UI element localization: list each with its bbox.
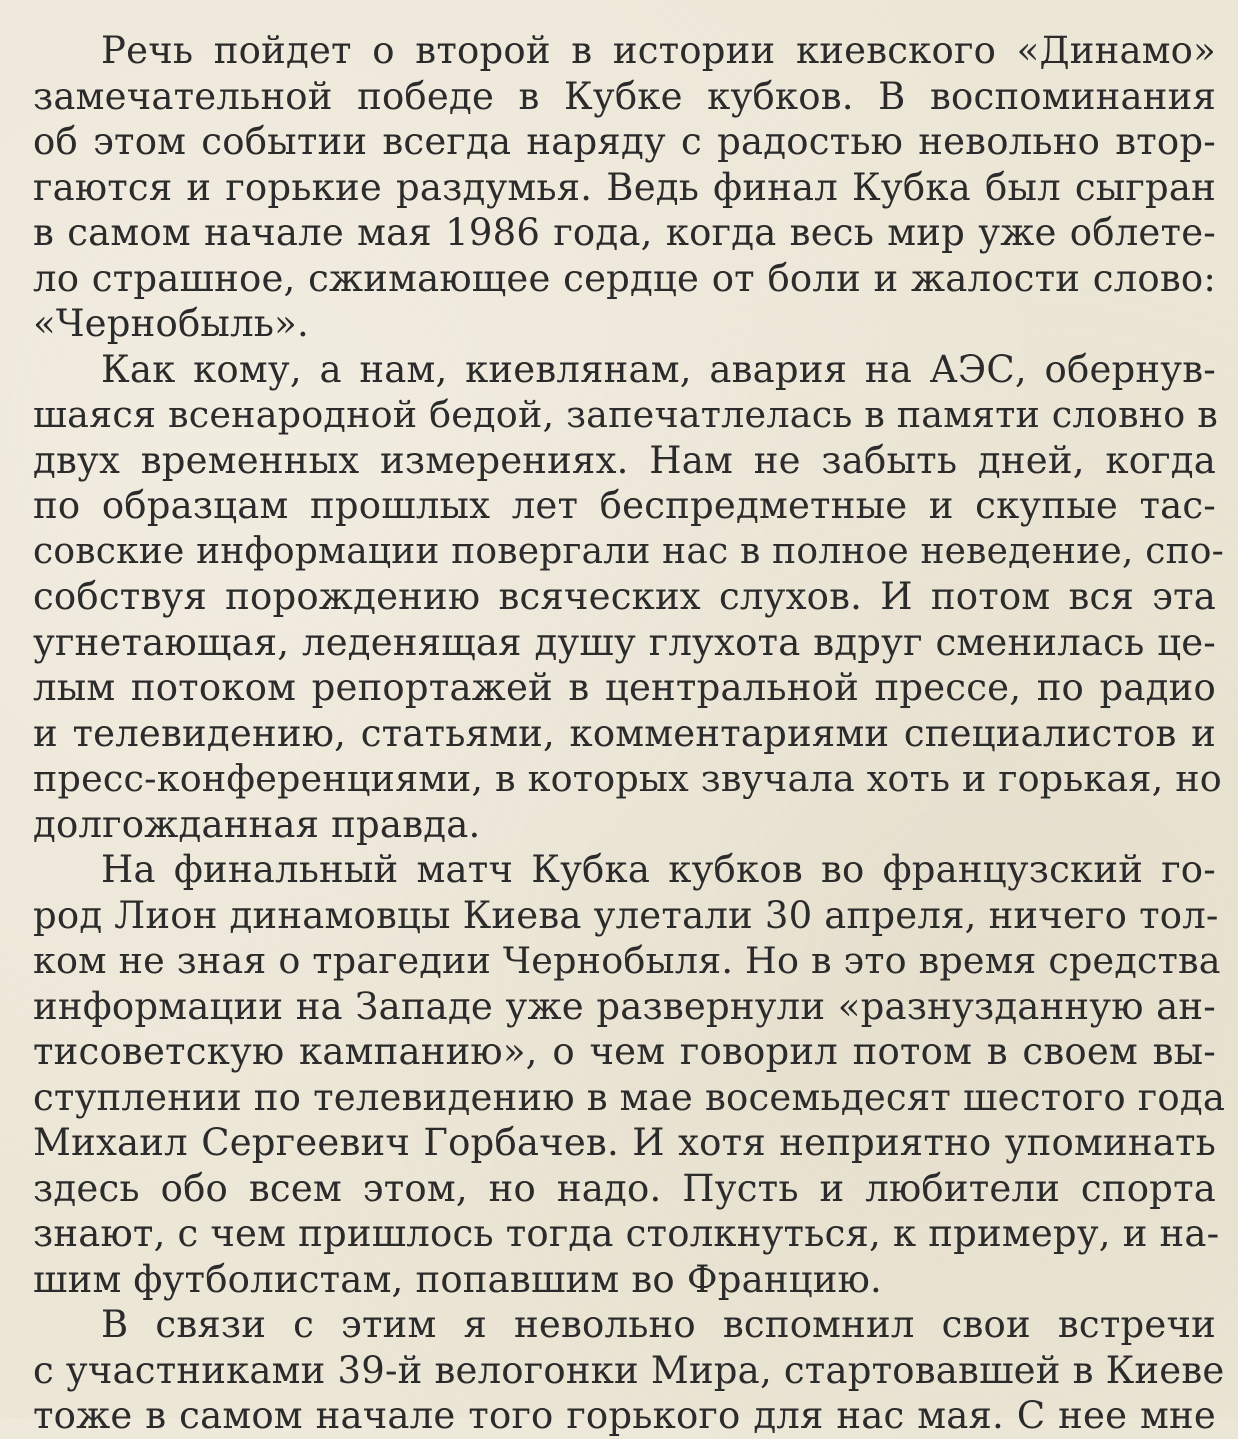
text-line: в самом начале мая 1986 года, когда весь мир уже облете- — [33, 211, 1216, 254]
text-line: совские информации повергали нас в полное неведение, спо- — [33, 530, 1224, 572]
text-line: тисоветскую кампанию», о чем говорил потом в своем вы- — [33, 1030, 1216, 1073]
text-line: «Чернобыль». — [33, 302, 309, 345]
text-line: тоже в самом начале того горького для нас мая. С нее мне — [33, 1394, 1216, 1437]
text-line: угнетающая, леденящая душу глухота вдруг сменилась це- — [33, 620, 1216, 664]
text-line: долгожданная правда. — [33, 802, 481, 846]
text-line: ступлении по телевидению в мае восемьдесят шестого года — [33, 1075, 1226, 1119]
text-line: по образцам прошлых лет беспредметные и скупые тас- — [33, 484, 1216, 527]
text-line: замечательной победе в Кубке кубков. В воспоминания — [33, 74, 1216, 118]
text-line: гаются и горькие раздумья. Ведь финал Кубка был сыгран — [33, 165, 1216, 209]
text-line: ком не зная о трагедии Чернобыля. Но в это время средства — [33, 939, 1221, 982]
text-line: шаяся всенародной бедой, запечатлелась в памяти словно в — [33, 393, 1218, 436]
text-line: Как кому, а нам, киевлянам, авария на АЭС, обернув- — [101, 347, 1216, 391]
text-line: с участниками 39-й велогонки Мира, стартовавшей в Киеве — [33, 1348, 1225, 1392]
text-line: Речь пойдет о второй в истории киевского «Динамо» — [101, 29, 1216, 72]
text-line: На финальный матч Кубка кубков во французский го- — [101, 848, 1216, 891]
text-line: лым потоком репортажей в центральной прессе, по радио — [33, 666, 1216, 709]
text-line: собствуя порождению всяческих слухов. И потом вся эта — [33, 575, 1216, 618]
text-line: знают, с чем пришлось тогда столкнуться, к примеру, и на- — [33, 1212, 1220, 1255]
text-line: здесь обо всем этом, но надо. Пусть и любители спорта — [33, 1166, 1216, 1210]
text-line: Михаил Сергеевич Горбачев. И хотя неприятно упоминать — [33, 1121, 1216, 1164]
text-line: род Лион динамовцы Киева улетали 30 апреля, ничего тол- — [33, 893, 1219, 937]
document-page — [33, 28, 1226, 1439]
text-line: шим футболистам, попавшим во Францию. — [33, 1257, 882, 1301]
text-line: и телевидению, статьями, комментариями специалистов и — [33, 711, 1216, 755]
text-line: пресс-конференциями, в которых звучала хоть и горькая, но — [33, 757, 1222, 800]
text-line: В связи с этим я невольно вспомнил свои встречи — [101, 1303, 1216, 1346]
text-line: двух временных измерениях. Нам не забыть дней, когда — [33, 438, 1216, 482]
text-line: об этом событии всегда наряду с радостью невольно втор- — [33, 120, 1216, 163]
text-line: информации на Западе уже развернули «разнузданную ан- — [33, 984, 1216, 1028]
text-line: ло страшное, сжимающее сердце от боли и жалости слово: — [33, 256, 1216, 300]
